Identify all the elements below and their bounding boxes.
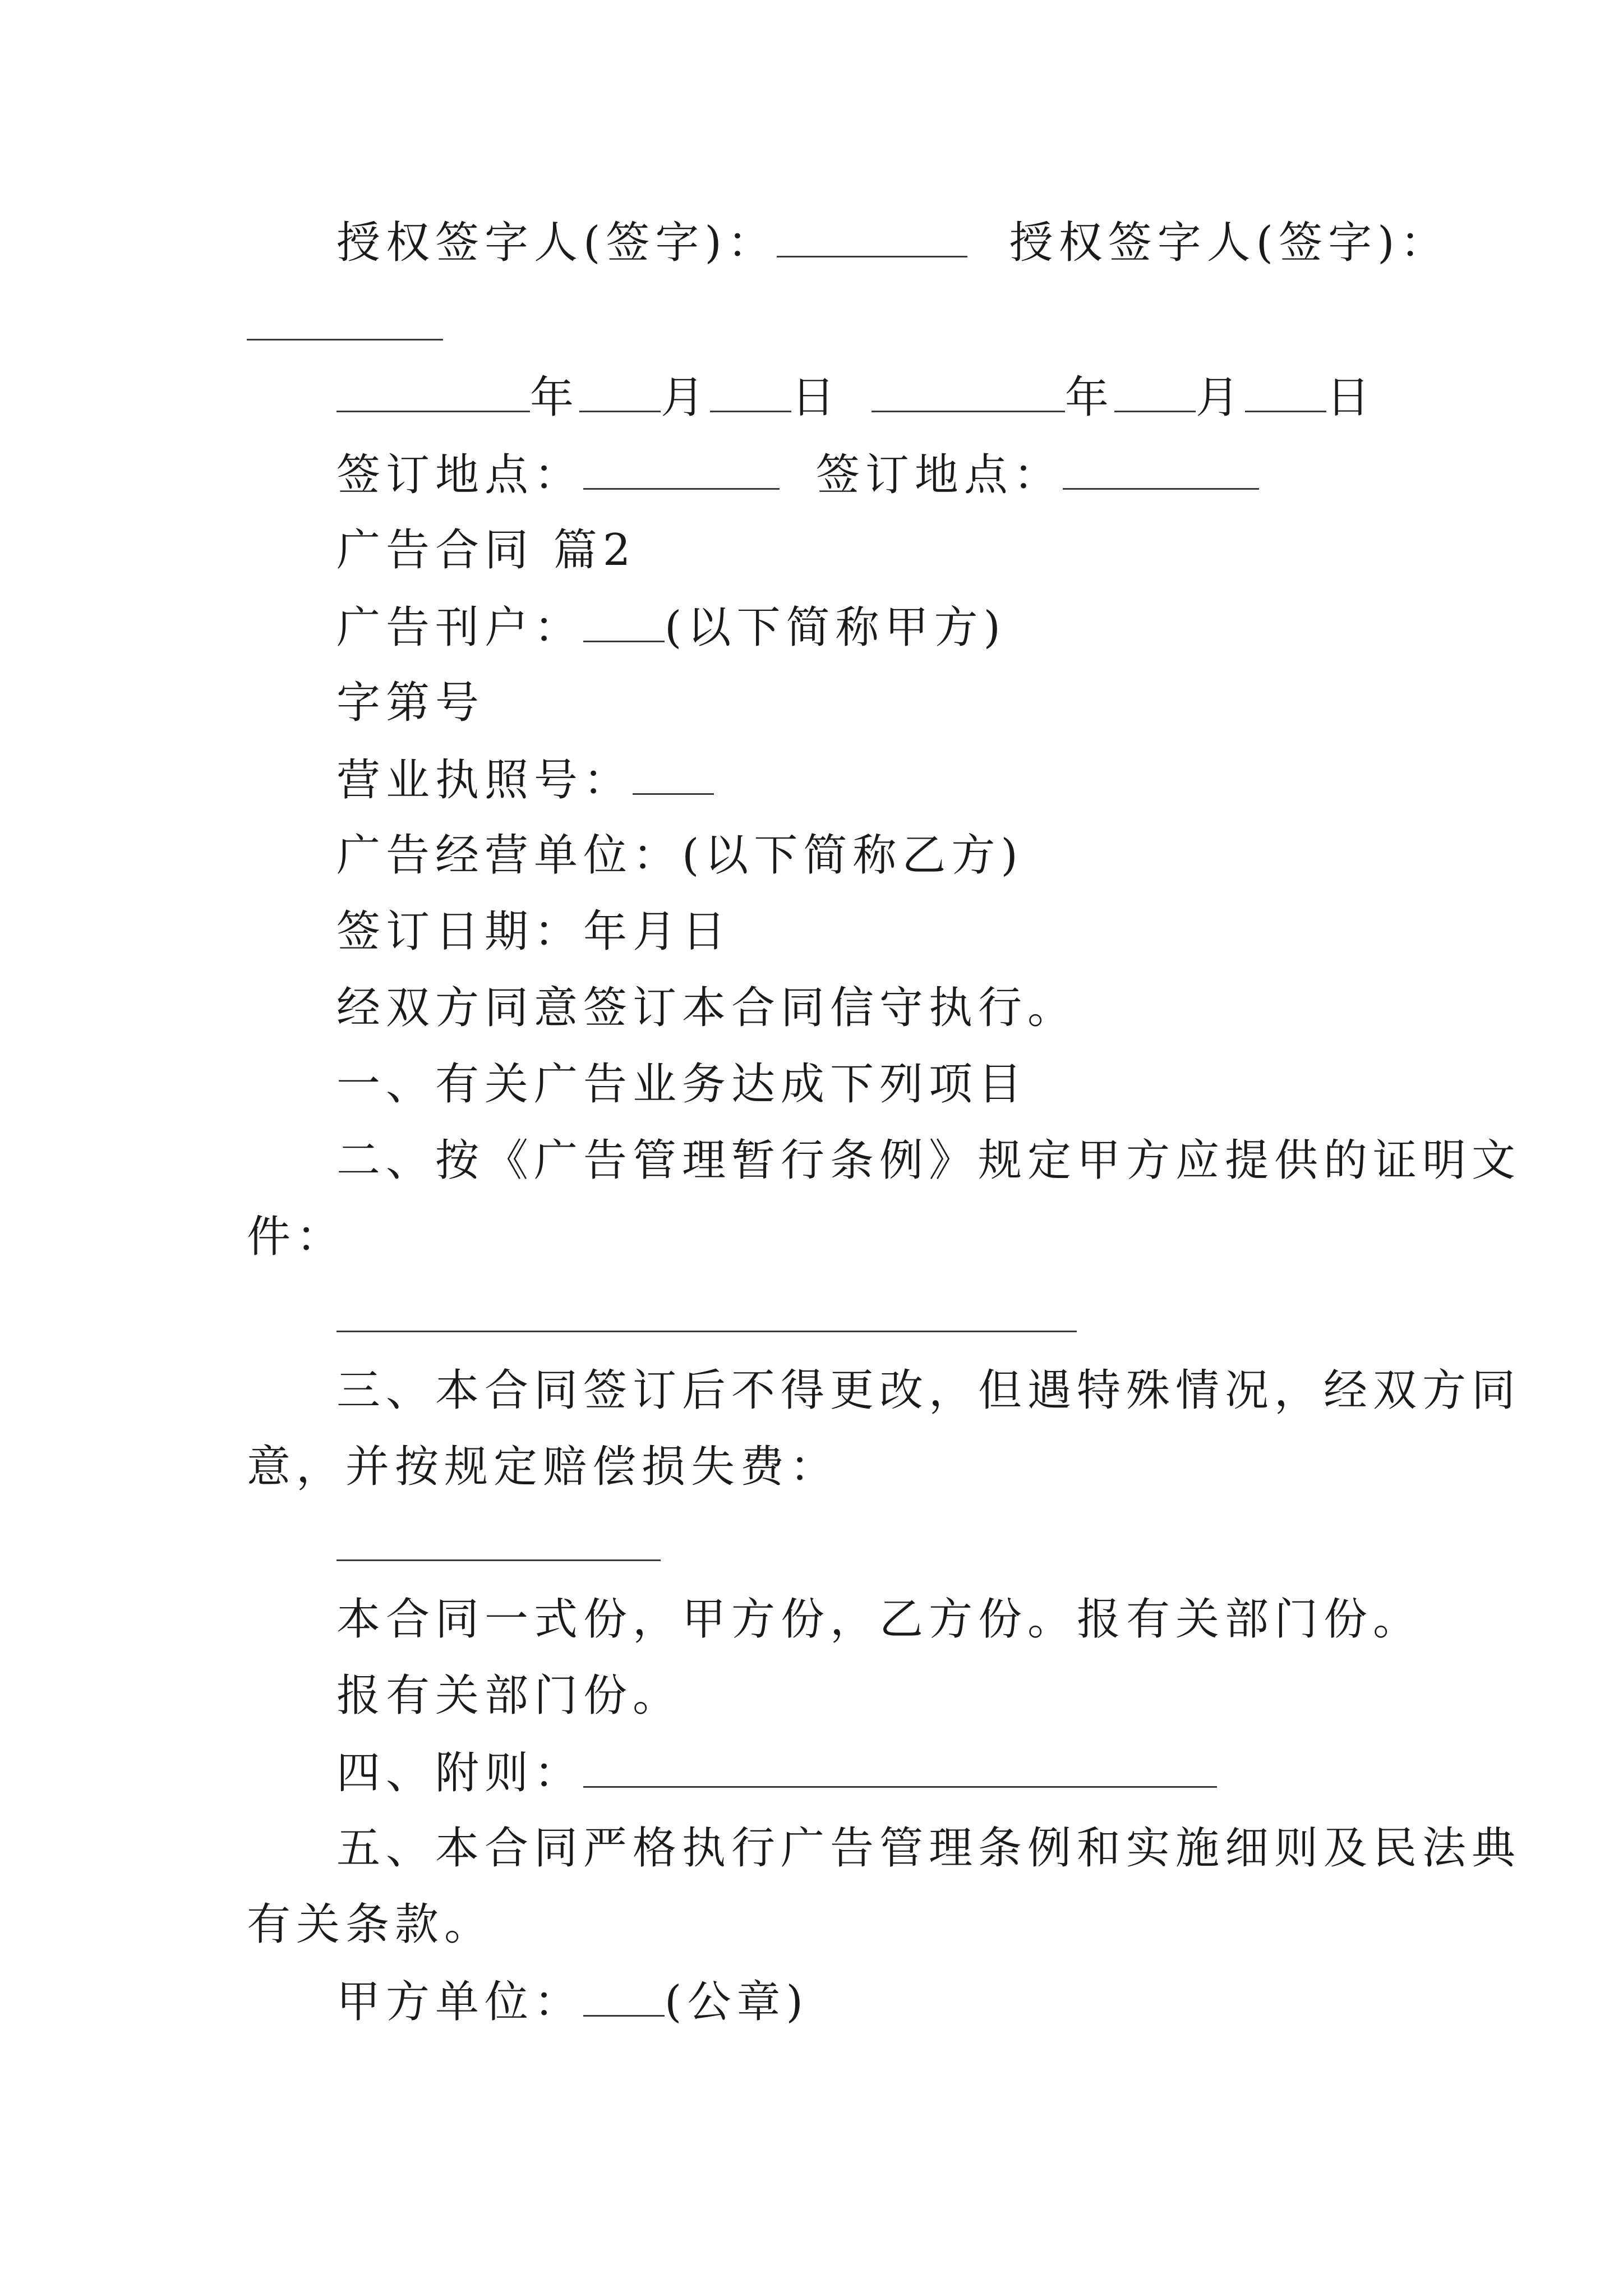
party-a-unit-row xyxy=(336,1977,809,2027)
party-a-unit-blank xyxy=(583,1979,665,2017)
clause-three-line2: 意，并按规定赔偿损失费： xyxy=(247,1442,840,1492)
party-a-unit-suffix: (公章) xyxy=(665,1977,809,2027)
copies-paragraph: 本合同一式份，甲方份，乙方份。报有关部门份。 xyxy=(336,1594,1423,1645)
day-label-b: 日 xyxy=(1326,372,1376,423)
clause-three-line1: 三、本合同签订后不得更改，但遇特殊情况，经双方同 xyxy=(336,1365,1521,1416)
month-blank-a xyxy=(579,375,661,412)
year-label-a: 年 xyxy=(530,372,580,423)
party-a-unit-label: 甲方单位： xyxy=(336,1977,584,2027)
clause-two-blank xyxy=(336,1331,1077,1332)
place-a-blank xyxy=(583,452,780,490)
agency-row: 广告经营单位：(以下简称乙方) xyxy=(336,830,1023,881)
clause-two-line1: 二、按《广告管理暂行条例》规定甲方应提供的证明文 xyxy=(336,1135,1521,1186)
license-row xyxy=(336,755,714,806)
clause-five-line1: 五、本合同严格执行广告管理条例和实施细则及民法典 xyxy=(336,1823,1521,1874)
section-title: 广告合同 篇2 xyxy=(336,525,637,576)
copies-repeat: 报有关部门份。 xyxy=(336,1671,683,1721)
day-blank-a xyxy=(710,375,791,412)
party-a-signature-blank xyxy=(777,220,967,257)
party-b-signature-label: 授权签字人(签字)： xyxy=(1009,218,1450,268)
signing-date: 签订日期：年月日 xyxy=(336,907,732,957)
year-blank-a xyxy=(336,375,530,412)
clause-five-line2: 有关条款。 xyxy=(247,1899,494,1950)
advertiser-label: 广告刊户： xyxy=(336,602,584,653)
month-label-a: 月 xyxy=(661,372,711,423)
day-label-a: 日 xyxy=(791,372,841,423)
party-a-signature-label: 授权签字人(签字)： xyxy=(336,218,777,268)
advertiser-suffix: (以下简称甲方) xyxy=(665,602,1006,653)
day-blank-b xyxy=(1245,375,1326,412)
advertiser-blank xyxy=(583,605,665,642)
place-b-blank xyxy=(1063,452,1259,490)
month-label-b: 月 xyxy=(1195,372,1245,423)
place-b-label: 签订地点： xyxy=(815,450,1063,500)
clause-four-blank xyxy=(583,1750,1217,1788)
year-label-b: 年 xyxy=(1064,372,1114,423)
doc-number: 字第号 xyxy=(336,678,485,728)
month-blank-b xyxy=(1114,375,1196,412)
license-blank xyxy=(633,757,714,795)
clause-one: 一、有关广告业务达成下列项目 xyxy=(336,1059,1028,1110)
advertiser-row xyxy=(336,602,1006,653)
license-label: 营业执照号： xyxy=(336,755,633,806)
clause-two-line2: 件： xyxy=(247,1212,346,1262)
place-a-label: 签订地点： xyxy=(336,450,584,500)
date-row xyxy=(336,372,1376,423)
year-blank-b xyxy=(872,375,1065,412)
clause-four-row xyxy=(336,1748,1217,1798)
intro-paragraph: 经双方同意签订本合同信守执行。 xyxy=(336,983,1077,1033)
signature-row xyxy=(336,218,1450,268)
clause-three-blank xyxy=(336,1559,661,1561)
party-b-signature-blank xyxy=(247,339,443,341)
place-row xyxy=(336,450,1259,500)
clause-four-label: 四、附则： xyxy=(336,1748,584,1798)
